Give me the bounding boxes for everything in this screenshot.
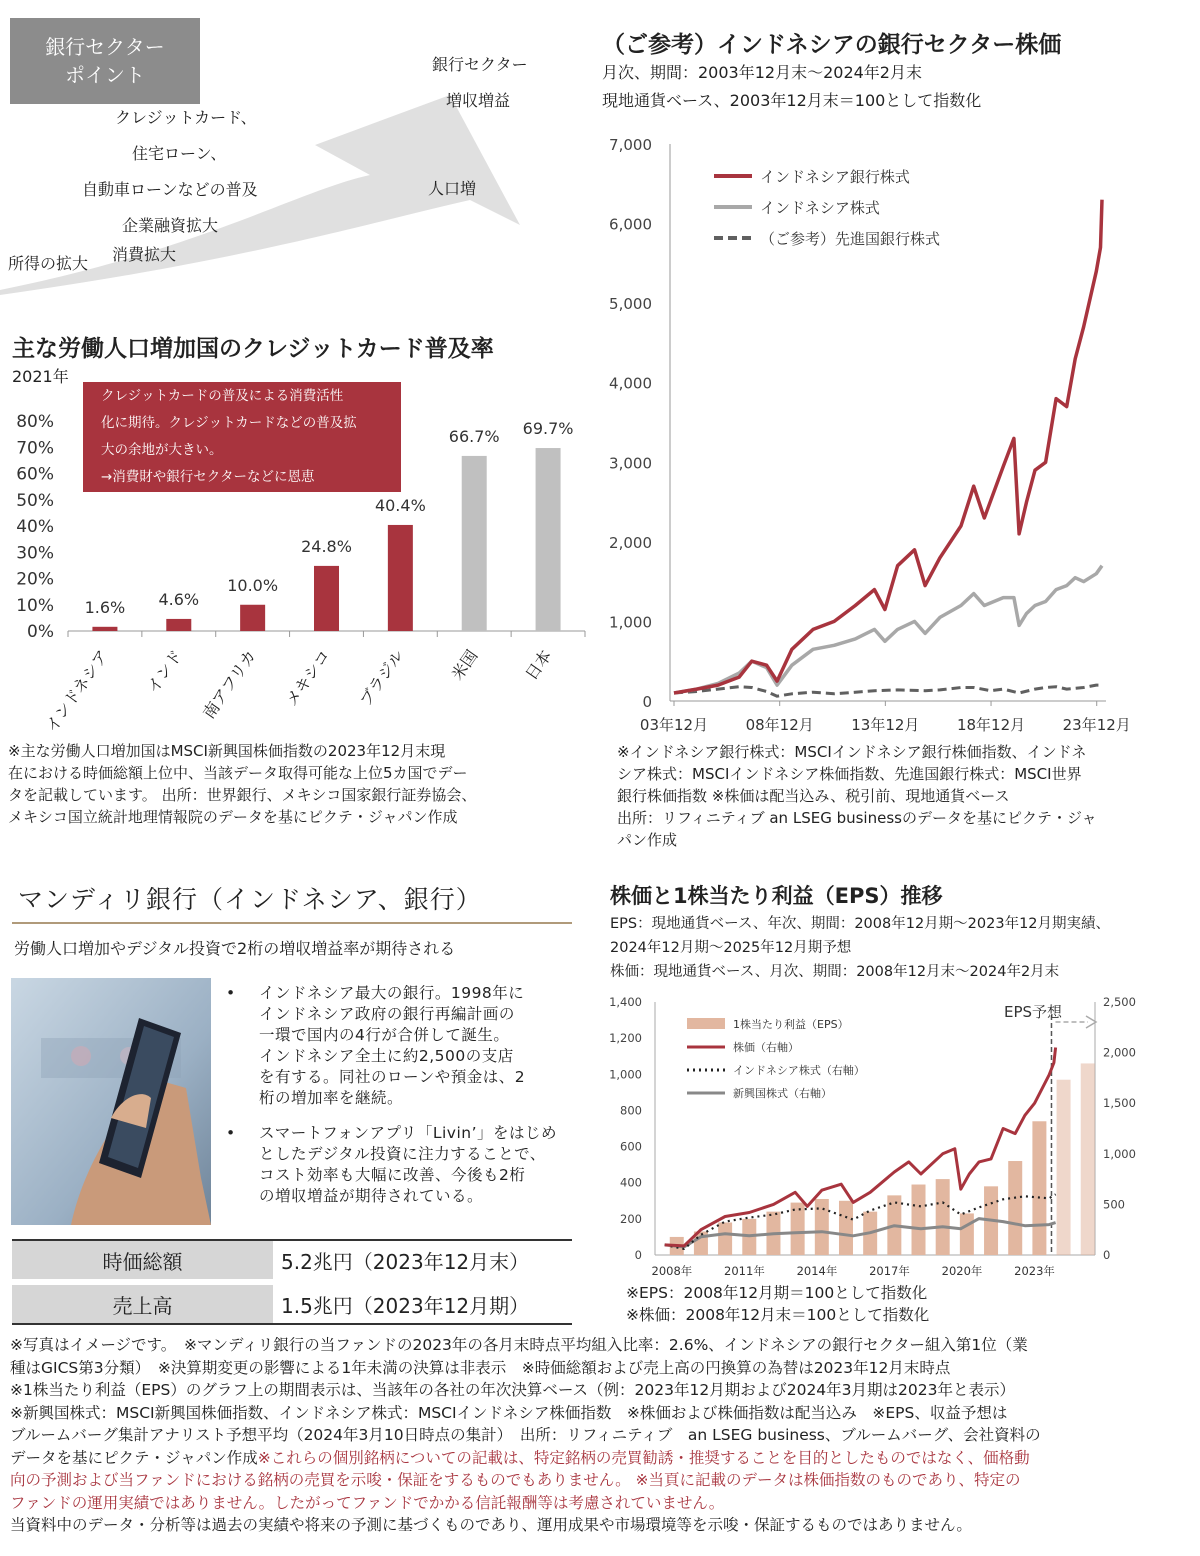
x-tick-label: 2008年 (651, 1264, 693, 1278)
bar-value-label: 24.8% (301, 536, 352, 556)
x-tick-label: 18年12月 (956, 716, 1026, 734)
bar (92, 627, 117, 631)
eps-bar (912, 1185, 926, 1255)
x-tick-label: 13年12月 (851, 716, 920, 734)
x-tick-label: 2020年 (941, 1264, 983, 1278)
x-category-label: 日本 (521, 646, 556, 684)
bar (240, 605, 265, 631)
corporate-label: 企業融資拡大 (122, 216, 219, 235)
mandiri-title: マンディリ銀行（インドネシア、銀行） (18, 885, 482, 914)
bar-value-label: 69.7% (522, 419, 574, 439)
eps-note-line: ※株価：2008年12月末＝100として指数化 (626, 1306, 930, 1324)
series-line (674, 200, 1102, 693)
forecast-label: EPS予想 (1004, 1003, 1063, 1021)
bar (536, 448, 561, 631)
bullet-mark: • (226, 984, 236, 1002)
eps-combo-chart (600, 985, 1200, 1285)
table-row (12, 1240, 572, 1282)
y-left-tick-label: 1,200 (609, 1031, 642, 1046)
footer-line: 当資料中のデータ・分析等は過去の実績や将来の予測に基づくものであり、運用成果や市場環境等を示唆・保証するものではありません。 (10, 1516, 972, 1534)
credit-chart-year: 2021年 (12, 367, 69, 386)
credit-label-3: 自動車ローンなどの普及 (82, 180, 258, 199)
x-tick-label: 2014年 (796, 1264, 838, 1278)
eps-bar (718, 1222, 732, 1255)
y-left-tick-label: 200 (620, 1211, 642, 1226)
y-tick-label: 60% (16, 464, 54, 485)
sector-note-line: シア株式：MSCIインドネシア株価指数、先進国銀行株式：MSCI世界 (617, 765, 1082, 783)
y-left-tick-label: 400 (620, 1175, 642, 1190)
y-tick-label: 1,000 (609, 613, 652, 632)
mandiri-subtitle: 労働人口増加やデジタル投資で2桁の増収増益率が期待される (14, 939, 456, 958)
bar (166, 619, 191, 631)
footer-disclaimer: 向の予測および当ファンドにおける銘柄の売買を示唆・保証をするものでもありません。 ※当頁に記載のデータは株価指数のものであり、特定の (10, 1471, 1021, 1489)
footer-line: ブルームバーグ集計アナリスト予想平均（2024年3月10日時点の集計） 出所：リフィニティブ an LSEG business、ブルームバーグ、会社資料の (10, 1426, 1041, 1444)
y-tick-label: 3,000 (609, 454, 652, 473)
bar (314, 566, 339, 631)
callout-line-4: →消費財や銀行セクターなどに恩恵 (101, 469, 315, 485)
result-label-1: 銀行セクター (432, 55, 528, 74)
callout-line-1: クレジットカードの普及による消費活性 (101, 388, 344, 404)
x-category-label: 南アフリカ (198, 646, 260, 723)
y-right-tick-label: 2,500 (1103, 995, 1136, 1009)
bullet-2 (259, 1123, 557, 1207)
footer-disclaimer: ファンドの運用実績ではありません。したがってファンドでかかる信託報酬等は考慮されていません。 (10, 1493, 725, 1512)
sector-note-line: 銀行株価指数 ※株価は配当込み、税引前、現地通貨ベース (617, 787, 1010, 805)
bullet-line: インドネシア最大の銀行。1998年に (259, 984, 525, 1002)
points-diagram (0, 0, 580, 305)
sector-line-chart (590, 120, 1190, 740)
population-label: 人口増 (428, 179, 477, 198)
x-tick-label: 2023年 (1014, 1264, 1055, 1278)
legend-label: （ご参考）先進国銀行株式 (760, 230, 941, 248)
table-label: 時価総額 (12, 1240, 273, 1282)
x-tick-label: 2011年 (724, 1264, 765, 1278)
consumption-label: 消費拡大 (112, 245, 177, 264)
legend-label: 株価（右軸） (733, 1041, 799, 1054)
bar-value-label: 4.6% (158, 589, 200, 609)
callout-line-2: 化に期待。クレジットカードなどの普及拡 (101, 415, 357, 431)
bar (462, 456, 487, 631)
y-right-tick-label: 500 (1103, 1197, 1125, 1212)
sector-note-line: パン作成 (617, 831, 678, 849)
bullet-line: インドネシア全土に約2,500の支店 (259, 1047, 514, 1065)
y-left-tick-label: 1,000 (609, 1067, 642, 1082)
x-tick-label: 2017年 (869, 1264, 910, 1278)
bar-value-label: 1.6% (84, 597, 126, 617)
bar-value-label: 40.4% (374, 495, 426, 515)
legend-label: 1株当たり利益（EPS） (733, 1018, 849, 1031)
footer-text: データを基にピクテ・ジャパン作成 (10, 1448, 258, 1467)
y-tick-label: 40% (16, 517, 54, 537)
footer-line: ※1株当たり利益（EPS）のグラフ上の期間表示は、当該年の各社の年次決算ベース（例：2023年12月期および2024年3月期は2023年と表示） (10, 1381, 1015, 1399)
y-tick-label: 7,000 (609, 136, 652, 154)
y-tick-label: 80% (16, 412, 54, 432)
legend-label: インドネシア銀行株式 (760, 168, 910, 186)
legend-label: インドネシア株式 (760, 199, 880, 217)
smartphone-photo (11, 978, 211, 1225)
series-line (674, 566, 1102, 693)
points-box: 銀行セクター ポイント (10, 18, 200, 104)
y-left-tick-label: 1,400 (609, 995, 642, 1009)
y-tick-label: 20% (16, 569, 54, 590)
y-tick-label: 70% (16, 438, 54, 459)
table-label: 売上高 (12, 1282, 273, 1324)
x-tick-label: 23年12月 (1062, 716, 1131, 734)
x-category-label: ブラジル (355, 646, 408, 710)
y-right-tick-label: 0 (1103, 1248, 1111, 1262)
legend-label: インドネシア株式（右軸） (733, 1064, 865, 1077)
eps-chart-subtitle-1: EPS：現地通貨ベース、年次、期間：2008年12月期～2023年12月期実績、 (610, 916, 1111, 932)
y-tick-label: 5,000 (609, 295, 652, 314)
sector-notes (617, 741, 1097, 851)
sector-chart-title: （ご参考）インドネシアの銀行セクター株価 (602, 32, 1062, 58)
bullet-line: 桁の増加率を継続。 (259, 1089, 404, 1107)
result-label-2: 増収増益 (446, 91, 511, 110)
eps-bar (839, 1201, 853, 1255)
x-category-label: メキシコ (281, 646, 334, 710)
bullet-1 (259, 983, 525, 1109)
y-tick-label: 30% (16, 543, 54, 564)
series-line (674, 685, 1102, 696)
footer-disclaimer: ※これらの個別銘柄についての記載は、特定銘柄の売買勧誘・推奨することを目的としたものではなく、価格動 (257, 1448, 1030, 1467)
bar (388, 525, 413, 631)
bar-value-label: 66.7% (448, 426, 500, 446)
y-tick-label: 6,000 (609, 215, 652, 234)
income-label: 所得の拡大 (8, 254, 89, 273)
table-value: 5.2兆円（2023年12月末） (273, 1240, 572, 1282)
credit-note-line: 在における時価総額上位中、当該データ取得可能な上位5カ国でデー (8, 764, 468, 782)
sector-note-line: ※インドネシア銀行株式：MSCIインドネシア銀行株価指数、インドネ (617, 743, 1087, 761)
y-tick-label: 50% (16, 490, 54, 511)
credit-chart-title: 主な労働人口増加国のクレジットカード普及率 (12, 336, 494, 362)
x-category-label: インドネシア (41, 646, 113, 736)
eps-chart-title: 株価と1株当たり利益（EPS）推移 (610, 884, 943, 908)
y-tick-label: 0% (27, 622, 54, 642)
footer-notes (10, 1334, 1195, 1537)
legend-swatch (687, 1018, 725, 1029)
eps-note-line: ※EPS：2008年12月期＝100として指数化 (626, 1284, 928, 1302)
mandiri-info-table (12, 1239, 572, 1325)
eps-bar (1081, 1063, 1095, 1255)
legend-label: 新興国株式（右軸） (733, 1087, 832, 1100)
x-tick-label: 08年12月 (745, 716, 814, 734)
y-left-tick-label: 600 (620, 1139, 642, 1154)
eps-bar (960, 1213, 974, 1255)
mandiri-title-rule (12, 922, 572, 924)
eps-notes (626, 1282, 929, 1326)
bullet-line: を有する。同社のローンや預金は、2 (259, 1068, 526, 1086)
footer-line: ※新興国株式：MSCI新興国株価指数、インドネシア株式：MSCIインドネシア株価指数 ※株価および株価指数は配当込み ※EPS、収益予想は (10, 1403, 1008, 1422)
credit-note-line: ※主な労働人口増加国はMSCI新興国株価指数の2023年12月末現 (8, 742, 446, 760)
x-category-label: 米国 (447, 646, 482, 684)
credit-note-line: メキシコ国立統計地理情報院のデータを基にピクテ・ジャパン作成 (8, 808, 458, 826)
callout-line-3: 大の余地が大きい。 (101, 442, 223, 458)
table-value: 1.5兆円（2023年12月期） (273, 1282, 572, 1324)
bullet-line: インドネシア政府の銀行再編計画の (259, 1005, 515, 1023)
credit-label-1: クレジットカード、 (115, 108, 257, 127)
credit-callout (83, 382, 401, 492)
eps-bar (815, 1199, 829, 1255)
eps-chart-subtitle-3: 株価：現地通貨ベース、月次、期間：2008年12月末～2024年2月末 (610, 964, 1060, 980)
eps-bar (1057, 1080, 1071, 1255)
y-tick-label: 2,000 (609, 533, 652, 552)
bullet-line: スマートフォンアプリ「Livin’」をはじめ (259, 1124, 558, 1142)
bullet-mark: • (226, 1124, 236, 1142)
footer-line: 種はGICS第3分類） ※決算期変更の影響による1年未満の決算は非表示 ※時価総額および売上高の円換算の為替は2023年12月末時点 (10, 1358, 951, 1377)
eps-bar (1032, 1121, 1046, 1255)
bullet-line: 一環で国内の4行が合併して誕生。 (259, 1026, 510, 1044)
bar-value-label: 10.0% (227, 575, 279, 595)
y-tick-label: 4,000 (609, 374, 652, 393)
eps-chart-subtitle-2: 2024年12月期～2025年12月期予想 (610, 940, 852, 956)
footer-line: ※写真はイメージです。 ※マンディリ銀行の当ファンドの2023年の各月末時点平均組入比率：2.6%、インドネシアの銀行セクター組入第1位（業 (10, 1336, 1028, 1354)
x-category-label: インド (142, 646, 187, 697)
sector-chart-subtitle-1: 月次、期間：2003年12月末～2024年2月末 (602, 63, 922, 82)
credit-notes (8, 740, 476, 828)
y-tick-label: 0 (642, 693, 652, 711)
bullet-line: コスト効率も大幅に改善、今後も2桁 (259, 1166, 526, 1184)
table-row (12, 1282, 572, 1324)
y-right-tick-label: 1,500 (1103, 1096, 1136, 1111)
sector-chart-subtitle-2: 現地通貨ベース、2003年12月末＝100として指数化 (602, 91, 982, 110)
y-tick-label: 10% (16, 595, 54, 616)
credit-label-2: 住宅ローン、 (132, 144, 227, 163)
eps-bar (791, 1203, 805, 1255)
eps-bar (936, 1179, 950, 1255)
y-left-tick-label: 0 (634, 1248, 642, 1262)
eps-bar (1008, 1161, 1022, 1255)
x-tick-label: 03年12月 (639, 716, 709, 734)
credit-note-line: タを記載しています。 出所：世界銀行、メキシコ国家銀行証券協会、 (8, 786, 477, 804)
sector-note-line: 出所：リフィニティブ an LSEG businessのデータを基にピクテ・ジャ (617, 809, 1097, 827)
bullet-line: の増収増益が期待されている。 (259, 1187, 484, 1205)
footer-line (10, 1447, 1195, 1470)
y-right-tick-label: 2,000 (1103, 1045, 1136, 1060)
bullet-line: としたデジタル投資に注力することで、 (259, 1145, 546, 1163)
y-right-tick-label: 1,000 (1103, 1146, 1136, 1161)
y-left-tick-label: 800 (620, 1103, 642, 1118)
